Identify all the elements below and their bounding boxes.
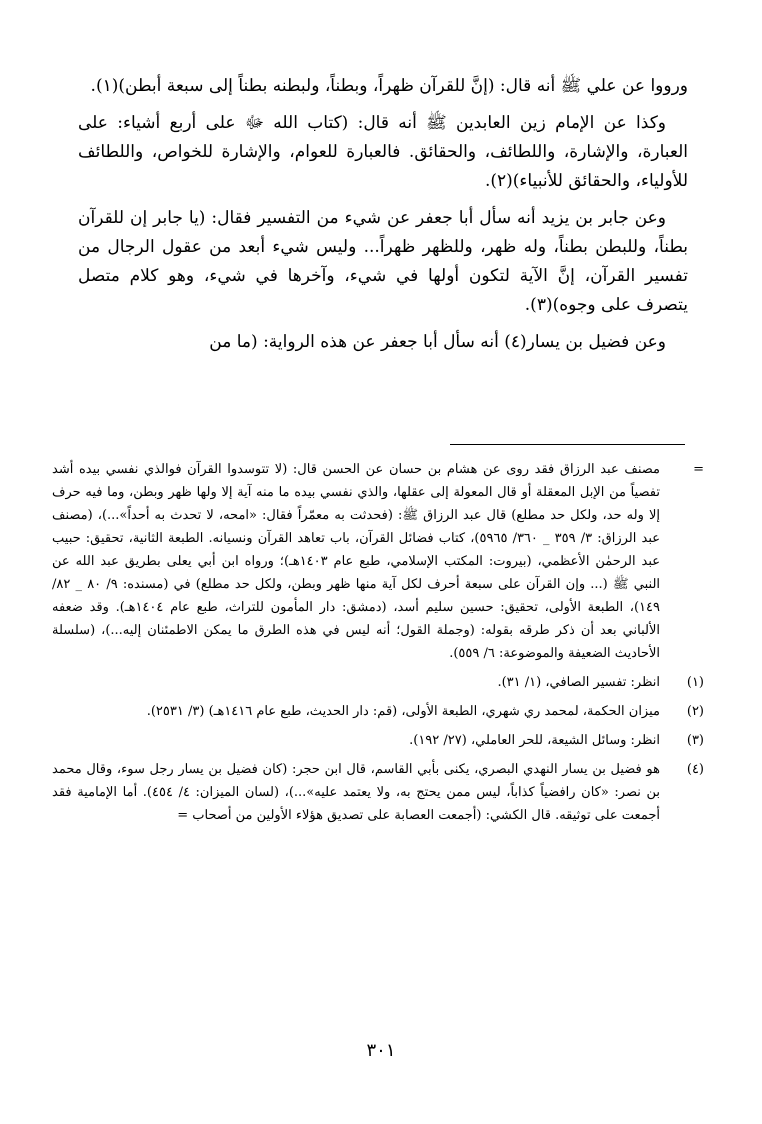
footnote-mark: (١): [686, 675, 704, 690]
footnote-text: ميزان الحكمة، لمحمد ري شهري، الطبعة الأولى، (قم: دار الحديث، طبع عام ١٤١٦هـ) (٣/ ٢٥٣١).: [146, 704, 660, 719]
footnote-text: انظر: وسائل الشيعة، للحر العاملي، (٢٧/ ١٩٢).: [409, 733, 660, 748]
footnote-2: [52, 700, 704, 723]
footnote-text: مصنف عبد الرزاق فقد روى عن هشام بن حسان عن الحسن قال: (لا تتوسدوا القرآن فوالذي نفسي بيده أشد تفصياً من الإبل المعقلة أو قال المعولة إلى عقلها، والذي نفسي بيده ما منه آية إلا ولها ظهر وبطن، وما فيه حرف إلا وله حد، ولكل حد مطلع) قال عبد الرزاق ﷺ: (فحدثت به معمّراً فقال: «امحه، لا تحدث به أحداً»...)، (مصنف عبد الرزاق: ٣/ ٣٥٩ _ ٣٦٠/ ٥٩٦٥)، كتاب فضائل القرآن، باب تعاهد القرآن ونسيانه. الطبعة الثانية، تحقيق: حبيب عبد الرحمٰن الأعظمي، (بيروت: المكتب الإسلامي، طبع عام ١٤٠٣هـ)؛ ورواه ابن أبي يعلى بطريق عبد الله عن النبي ﷺ (... وإن القرآن على سبعة أحرف لكل آية منها ظهر وبطن، ولكل حد مطلع) في (مسنده: ٩/ ٨٠ _ ٨٢/ ١٤٩)، الطبعة الأولى، تحقيق: حسين سليم أسد، (دمشق: دار المأمون للتراث، طبع عام ١٤٠٤هـ). وقد ضعفه الألباني بعد أن ذكر طرقه بقوله: (وجملة القول؛ أنه ليس في هذه الطرق ما يمكن الاطمئنان إليه...)، (سلسلة الأحاديث الضعيفة والموضوعة: ٦/ ٥٥٩).: [52, 462, 661, 661]
paragraph: وعن فضيل بن يسار(٤) أنه سأل أبا جعفر عن هذه الرواية: (ما من: [209, 332, 666, 352]
footnote-mark: (٣): [686, 733, 704, 748]
footnote-mark: =: [693, 462, 704, 477]
footnote-mark: (٤): [686, 762, 704, 777]
footnote-3: [52, 729, 704, 752]
footnote-continued: [52, 458, 704, 665]
paragraph: ورووا عن علي ﷺ أنه قال: (إنَّ للقرآن ظهراً، وبطناً، ولبطنه بطناً إلى سبعة أبطن)(١).: [90, 76, 688, 96]
footnote-mark: (٢): [686, 704, 704, 719]
footnote-separator: [450, 444, 685, 445]
main-text: [78, 72, 688, 365]
footnote-4: [52, 758, 704, 827]
paragraph: وكذا عن الإمام زين العابدين ﷺ أنه قال: (كتاب الله ﷻ على أربع أشياء: على العبارة، والإشارة، واللطائف، والحقائق. فالعبارة للعوام، والإشارة للخواص، واللطائف للأولياء، والحقائق للأنبياء)(٢).: [78, 113, 688, 191]
footnote-1: [52, 671, 704, 694]
footnote-text: انظر: تفسير الصافي، (١/ ٣١).: [497, 675, 660, 690]
page-number: ٣٠١: [366, 1040, 396, 1061]
footnotes: [52, 458, 704, 833]
footnote-text: هو فضيل بن يسار النهدي البصري، يكنى بأبي القاسم، قال ابن حجر: (كان فضيل بن يسار رجل سوء، وقال محمد بن نصر: «كان رافضياً كذاباً، ليس ممن يحتج به، ولا يعتمد عليه»...)، (لسان الميزان: ٤/ ٤٥٤). أما الإمامية فقد أجمعت على توثيقه. قال الكشي: (أجمعت العصابة على تصديق هؤلاء الأولين من أصحاب =: [52, 762, 660, 823]
paragraph: وعن جابر بن يزيد أنه سأل أبا جعفر عن شيء من التفسير فقال: (يا جابر إن للقرآن بطناً، وللبطن بطناً، وله ظهر، وللظهر ظهراً... وليس شيء أبعد من عقول الرجال من تفسير القرآن، إنَّ الآية لتكون أولها في شيء، وآخرها في شيء، وهو كلام متصل يتصرف على وجوه)(٣).: [78, 208, 688, 315]
